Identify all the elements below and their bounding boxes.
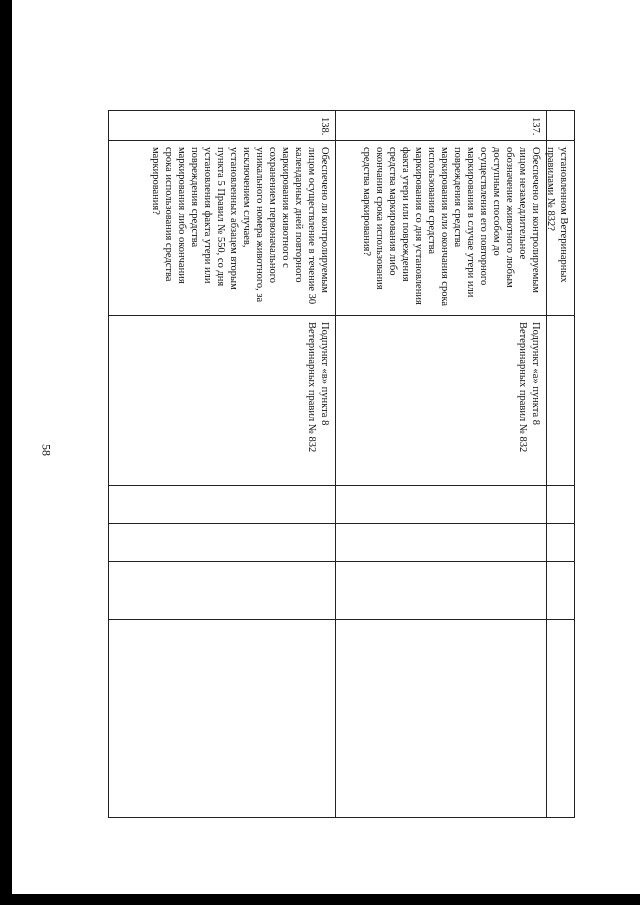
- not-applicable-cell: [109, 561, 335, 619]
- table-row: [335, 110, 547, 818]
- question-cell: установленном Ветеринарных правилами № 832?: [546, 140, 574, 315]
- notes-cell: [546, 619, 574, 818]
- reference-cell: [546, 315, 574, 485]
- question-cell: Обеспечено ли контролируемым лицом осуществление в течение 30 календарных дней повторного маркирования животного с сохранением первоначального уникального номера животного, за исключением случаев, установленных абзацем вторым пункта 5 Правил № 550, со дня установления факта утери или повреждения средства маркирования либо окончания срока использования средства маркирования?: [109, 140, 335, 315]
- table-row: [546, 110, 575, 818]
- answer-no-cell: [546, 523, 574, 561]
- page-number: 58: [39, 444, 54, 456]
- scan-left-edge: [0, 0, 12, 905]
- scan-bottom-edge: [0, 894, 640, 905]
- table-row: [108, 110, 336, 818]
- answer-no-cell: [335, 523, 546, 561]
- notes-cell: [109, 619, 335, 818]
- answer-no-cell: [109, 523, 335, 561]
- not-applicable-cell: [335, 561, 546, 619]
- question-cell: Обеспечено ли контролируемым лицом незамедлительное обозначение животного любым доступным способом до осуществления его повторного маркирования в случае утери или повреждения средства маркирования или окончания срока использования средства маркирования со дня установления факта утери или повреждения средства маркирования либо окончания срока использования средства маркирования?: [335, 140, 546, 315]
- notes-cell: [335, 619, 546, 818]
- not-applicable-cell: [546, 561, 574, 619]
- row-number-cell: 138.: [109, 110, 335, 140]
- answer-yes-cell: [335, 485, 546, 523]
- reference-cell: Подпункт «в» пункта 8 Ветеринарных правил № 832: [109, 315, 335, 485]
- answer-yes-cell: [546, 485, 574, 523]
- reference-cell: Подпункт «а» пункта 8 Ветеринарных правил № 832: [335, 315, 546, 485]
- checklist-table: [110, 110, 575, 818]
- answer-yes-cell: [109, 485, 335, 523]
- row-number-cell: 137.: [335, 110, 546, 140]
- checklist-table-wrapper: [110, 110, 575, 818]
- row-number-cell: [546, 110, 574, 140]
